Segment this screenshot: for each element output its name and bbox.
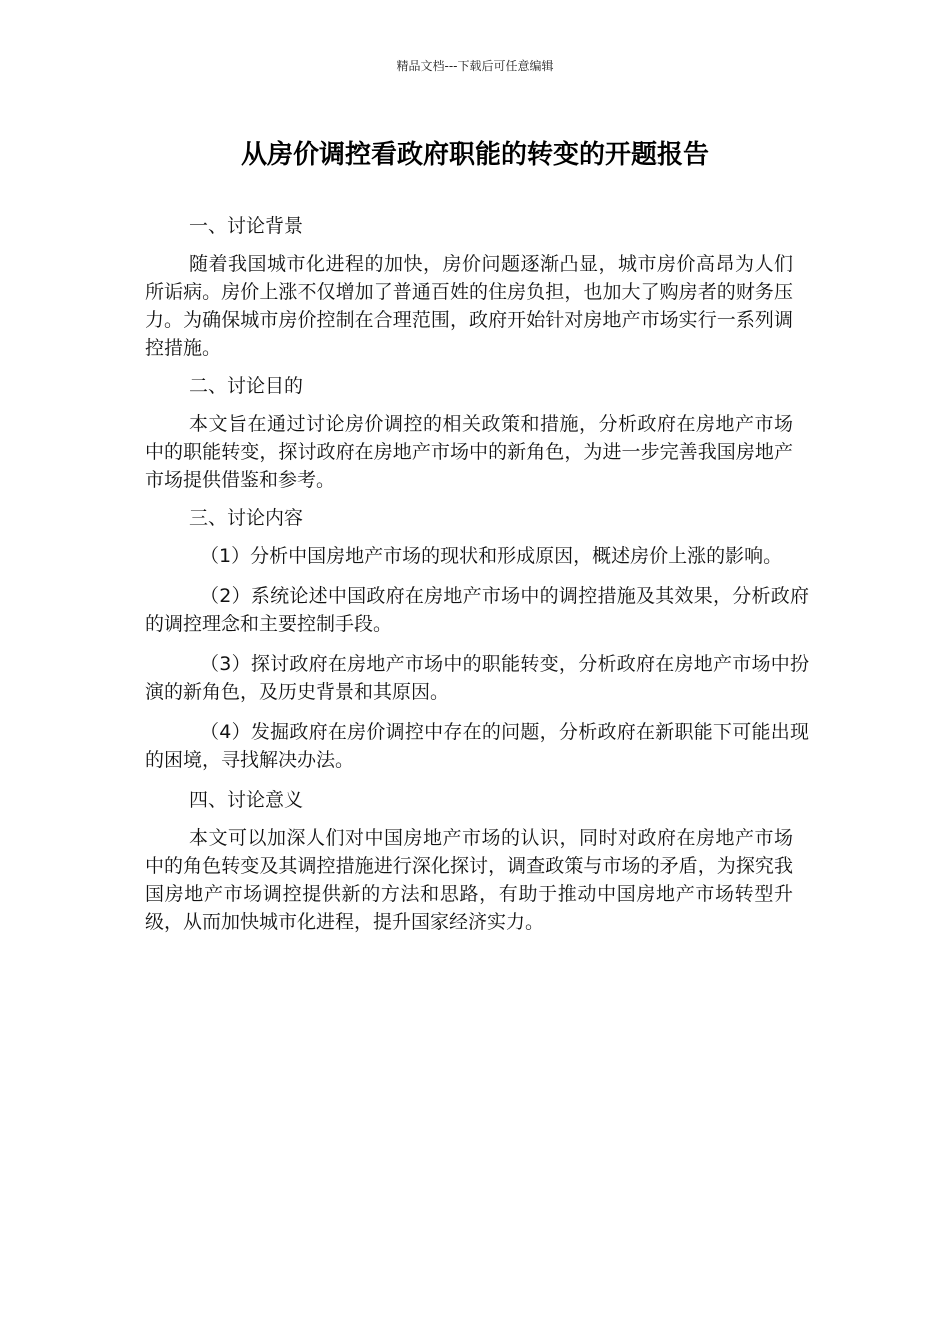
content-list-item: （2）系统论述中国政府在房地产市场中的调控措施及其效果，分析政府的调控理念和主要控制手段。: [145, 585, 809, 635]
document-title: 从房价调控看政府职能的转变的开题报告: [240, 140, 709, 170]
content-list-item: （1）分析中国房地产市场的现状和形成原因，概述房价上涨的影响。: [200, 545, 783, 567]
section-heading-content: 三、讨论内容: [189, 507, 304, 529]
section-heading-background: 一、讨论背景: [189, 215, 304, 237]
content-list-item: （3）探讨政府在房地产市场中的职能转变，分析政府在房地产市场中扮演的新角色，及历史背景和其原因。: [145, 653, 809, 703]
section-paragraph-significance: 本文可以加深人们对中国房地产市场的认识，同时对政府在房地产市场中的角色转变及其调控措施进行深化探讨，调查政策与市场的矛盾，为探究我国房地产市场调控提供新的方法和思路，有助于推动中国房地产市场转型升级，从而加快城市化进程，提升国家经济实力。: [145, 827, 793, 933]
section-paragraph-background: 随着我国城市化进程的加快，房价问题逐渐凸显，城市房价高昂为人们所诟病。房价上涨不仅增加了普通百姓的住房负担，也加大了购房者的财务压力。为确保城市房价控制在合理范围，政府开始针对房地产市场实行一系列调控措施。: [145, 253, 793, 359]
section-heading-significance: 四、讨论意义: [189, 789, 304, 811]
section-heading-purpose: 二、讨论目的: [189, 375, 304, 397]
page-header: 精品文档---下载后可任意编辑: [396, 59, 554, 73]
document-body: [145, 212, 825, 946]
content-list-item: （4）发掘政府在房价调控中存在的问题，分析政府在新职能下可能出现的困境，寻找解决办法。: [145, 721, 809, 771]
section-paragraph-purpose: 本文旨在通过讨论房价调控的相关政策和措施，分析政府在房地产市场中的职能转变，探讨政府在房地产市场中的新角色，为进一步完善我国房地产市场提供借鉴和参考。: [145, 413, 793, 491]
